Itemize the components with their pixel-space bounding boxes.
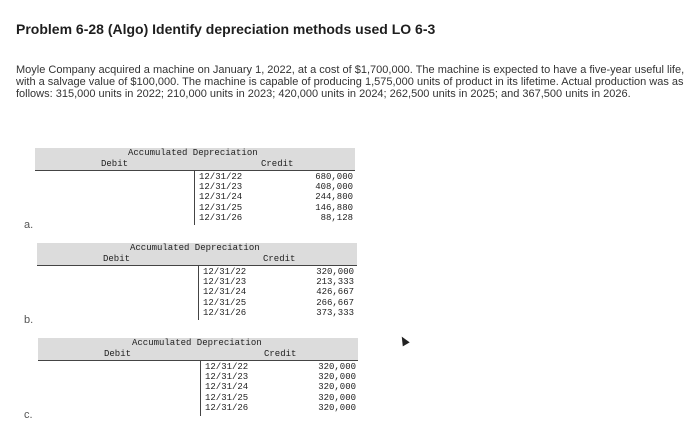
- t-account-divider: [35, 170, 355, 171]
- mouse-cursor-icon: [398, 335, 409, 347]
- entry-date: 12/31/24: [205, 382, 249, 393]
- t-account-center-line: [198, 265, 199, 320]
- entry-amount: 88,128: [320, 212, 353, 223]
- entry-amount: 408,000: [315, 182, 353, 193]
- credit-dates: [199, 172, 242, 223]
- credit-label: Credit: [264, 349, 297, 359]
- t-account-center-line: [194, 170, 195, 225]
- debit-label: Debit: [101, 159, 129, 169]
- entry-date: 12/31/23: [205, 372, 249, 383]
- entry-amount: 320,000: [318, 362, 356, 372]
- entry-date: 12/31/22: [205, 362, 249, 372]
- t-account-center-line: [200, 360, 201, 416]
- entry-date: 12/31/26: [203, 307, 247, 318]
- credit-label: Credit: [263, 254, 296, 264]
- entry-amount: 373,333: [316, 307, 354, 318]
- t-account-title: Accumulated Depreciation: [128, 148, 258, 158]
- t-account-title: Accumulated Depreciation: [130, 243, 260, 253]
- entry-date: 12/31/26: [205, 402, 249, 413]
- entry-date: 12/31/23: [199, 182, 243, 193]
- entry-amount: 426,667: [316, 287, 354, 298]
- t-account-divider: [38, 360, 358, 361]
- debit-label: Debit: [104, 349, 132, 359]
- entry-amount: 320,000: [318, 392, 356, 403]
- entry-amount: 266,667: [316, 297, 354, 308]
- t-account-title: Accumulated Depreciation: [132, 338, 262, 348]
- part-a-label: a.: [24, 219, 34, 231]
- credit-amounts: [295, 172, 353, 223]
- entry-date: 12/31/26: [199, 212, 243, 223]
- credit-amounts: [298, 362, 356, 413]
- entry-amount: 244,800: [315, 192, 353, 203]
- part-b-label: b.: [24, 314, 34, 326]
- entry-date: 12/31/22: [199, 172, 243, 182]
- entry-amount: 320,000: [318, 402, 356, 413]
- entry-amount: 320,000: [318, 372, 356, 383]
- credit-amounts: [296, 267, 354, 318]
- entry-date: 12/31/24: [203, 287, 247, 298]
- problem-title: Problem 6-28 (Algo) Identify depreciation methods used LO 6-3: [16, 21, 436, 37]
- entry-date: 12/31/24: [199, 192, 243, 203]
- t-account-divider: [37, 265, 357, 266]
- entry-amount: 146,880: [315, 202, 353, 213]
- entry-amount: 320,000: [316, 267, 354, 277]
- entry-date: 12/31/22: [203, 267, 247, 277]
- part-c-label: c.: [24, 409, 33, 421]
- entry-date: 12/31/25: [199, 202, 243, 213]
- entry-date: 12/31/23: [203, 277, 247, 288]
- credit-dates: [203, 267, 246, 318]
- entry-date: 12/31/25: [205, 392, 249, 403]
- entry-date: 12/31/25: [203, 297, 247, 308]
- credit-label: Credit: [261, 159, 294, 169]
- entry-amount: 320,000: [318, 382, 356, 393]
- credit-dates: [205, 362, 248, 413]
- problem-text: Moyle Company acquired a machine on January 1, 2022, at a cost of $1,700,000. The machine is expected to have a five-year useful life, with a salvage value of $100,000. The machine is capable of producing 1,575,000 units of product in its lifetime. Actual production was as follows: 315,000 units in 2022; 210,000 units in 2023; 420,000 units in 2024; 262,500 units in 2025; and 367,500 units in 2026.: [16, 64, 685, 100]
- debit-label: Debit: [103, 254, 131, 264]
- entry-amount: 213,333: [316, 277, 354, 288]
- entry-amount: 680,000: [315, 172, 353, 182]
